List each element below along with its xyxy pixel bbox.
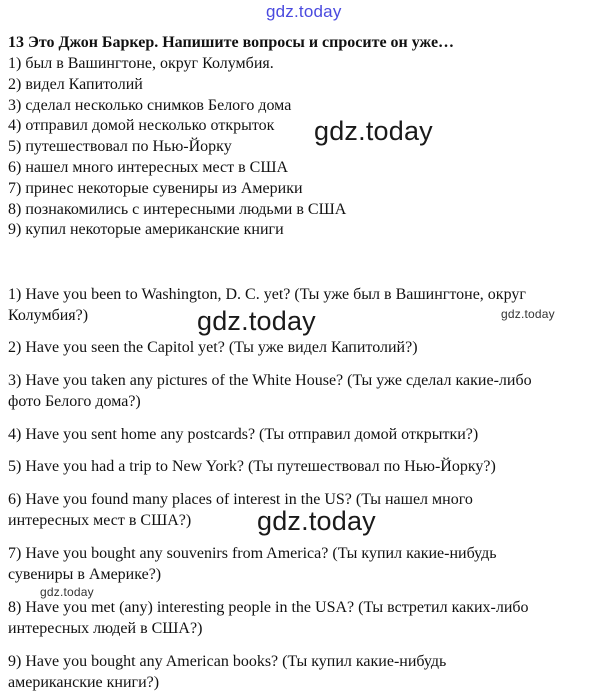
watermark-small-1: gdz.today [501, 307, 555, 321]
answer-6 [8, 489, 608, 531]
task-item: 6) нашел много интересных мест в США [8, 158, 289, 176]
watermark-mid-2: gdz.today [197, 306, 316, 336]
answer-line: сувениры в Америке?) [8, 566, 162, 583]
task-item: 2) видел Капитолий [8, 75, 143, 93]
answer-line: 1) Have you been to Washington, D. C. yet? (Ты уже был в Вашингтоне, округ [8, 286, 526, 303]
answer-4 [8, 424, 608, 445]
answer-line: фото Белого дома?) [8, 393, 141, 410]
answer-line: американские книги?) [8, 674, 160, 691]
answer-2 [8, 337, 608, 358]
task-item: 4) отправил домой несколько открыток [8, 117, 275, 135]
answer-line: 9) Have you bought any American books? (Ты купил какие-нибудь [8, 653, 447, 670]
watermark-top: gdz.today [266, 2, 342, 21]
answer-9 [8, 651, 608, 693]
answer-line: Колумбия?) [8, 307, 89, 324]
task-list [8, 54, 346, 241]
answer-line: интересных мест в США?) [8, 512, 192, 529]
task-item: 1) был в Вашингтоне, округ Колумбия. [8, 55, 274, 72]
answer-line: 3) Have you taken any pictures of the White House? (Ты уже сделал какие-либо [8, 372, 532, 389]
watermark-small-2: gdz.today [40, 585, 94, 599]
answer-line: 8) Have you met (any) interesting people in the USA? (Ты встретил каких-либо [8, 599, 529, 616]
answer-line: 5) Have you had a trip to New York? (Ты путешествовал по Нью-Йорку?) [8, 458, 496, 475]
answer-3 [8, 370, 608, 412]
task-item: 3) сделал несколько снимков Белого дома [8, 96, 292, 114]
answer-line: 6) Have you found many places of interest in the US? (Ты нашел много [8, 491, 473, 508]
answer-8 [8, 597, 608, 639]
answer-line: 7) Have you bought any souvenirs from America? (Ты купил какие-нибудь [8, 545, 497, 562]
answer-1 [8, 284, 608, 326]
task-item: 8) познакомились с интересными людьми в США [8, 200, 347, 218]
answer-line: интересных людей в США?) [8, 620, 203, 637]
task-item: 5) путешествовал по Нью-Йорку [8, 138, 232, 156]
watermark-mid-1: gdz.today [314, 116, 433, 146]
answer-line: 4) Have you sent home any postcards? (Ты отправил домой открытки?) [8, 426, 479, 443]
watermark-mid-3: gdz.today [257, 506, 376, 536]
task-item: 9) купил некоторые американские книги [8, 221, 284, 239]
answer-7 [8, 543, 608, 585]
answer-5 [8, 456, 608, 477]
task-item: 7) принес некоторые сувениры из Америки [8, 179, 303, 197]
task-title: 13 Это Джон Баркер. Напишите вопросы и спросите он уже… [8, 34, 455, 51]
answer-line: 2) Have you seen the Capitol yet? (Ты уже видел Капитолий?) [8, 339, 418, 356]
